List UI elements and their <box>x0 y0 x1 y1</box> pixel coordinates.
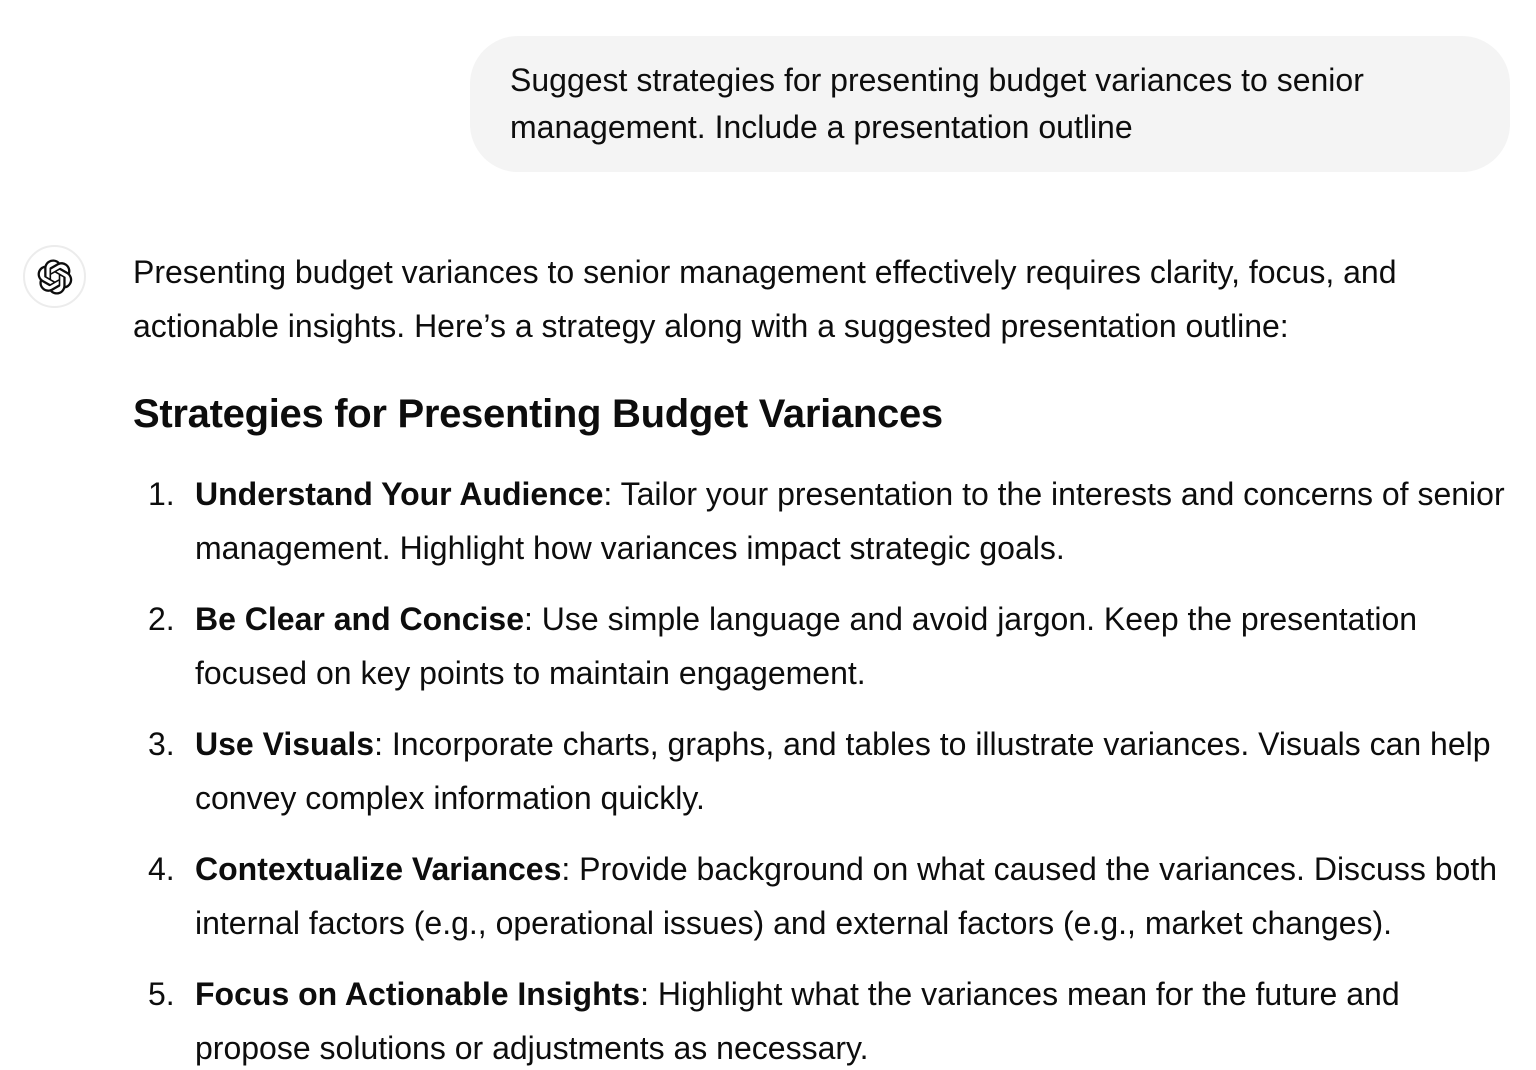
list-item-text: : Incorporate charts, graphs, and tables to illustrate variances. Visuals can help convey complex information quickly. <box>195 726 1491 816</box>
list-item <box>133 592 1513 700</box>
user-message-bubble <box>470 36 1510 172</box>
list-item <box>133 717 1513 825</box>
list-item-text: : Use simple language and avoid jargon. Keep the presentation focused on key points to maintain engagement. <box>195 601 1418 691</box>
list-item-number: 2. <box>148 601 175 637</box>
list-item-term: Be Clear and Concise <box>195 601 524 637</box>
list-item-term: Focus on Actionable Insights <box>195 976 641 1012</box>
openai-logo-icon <box>37 259 73 295</box>
list-item-number: 3. <box>148 726 175 762</box>
list-item-text: : Provide background on what caused the variances. Discuss both internal factors (e.g., operational issues) and external factors (e.g., market changes). <box>195 851 1498 941</box>
section-heading: Strategies for Presenting Budget Variances <box>133 392 943 436</box>
list-item-term: Use Visuals <box>195 726 375 762</box>
assistant-message-row <box>0 245 1536 1070</box>
list-item <box>133 842 1513 950</box>
list-item-number: 5. <box>148 976 175 1012</box>
list-item-term: Contextualize Variances <box>195 851 562 887</box>
assistant-avatar <box>23 245 86 308</box>
list-item <box>133 967 1513 1070</box>
list-item-term: Understand Your Audience <box>195 476 604 512</box>
strategy-list <box>133 467 1513 1070</box>
list-item-text: : Tailor your presentation to the interests and concerns of senior management. Highlight how variances impact strategic goals. <box>195 476 1505 566</box>
list-item-number: 1. <box>148 476 175 512</box>
list-item-number: 4. <box>148 851 175 887</box>
list-item-text: : Highlight what the variances mean for the future and propose solutions or adjustments as necessary. <box>195 976 1400 1066</box>
user-message-text: Suggest strategies for presenting budget variances to senior management. Include a presentation outline <box>510 62 1364 145</box>
list-item <box>133 467 1513 575</box>
assistant-message-content <box>133 245 1513 1070</box>
user-message-row <box>0 0 1536 172</box>
assistant-intro-paragraph: Presenting budget variances to senior management effectively requires clarity, focus, and actionable insights. Here’s a strategy along with a suggested presentation outline: <box>133 254 1397 344</box>
